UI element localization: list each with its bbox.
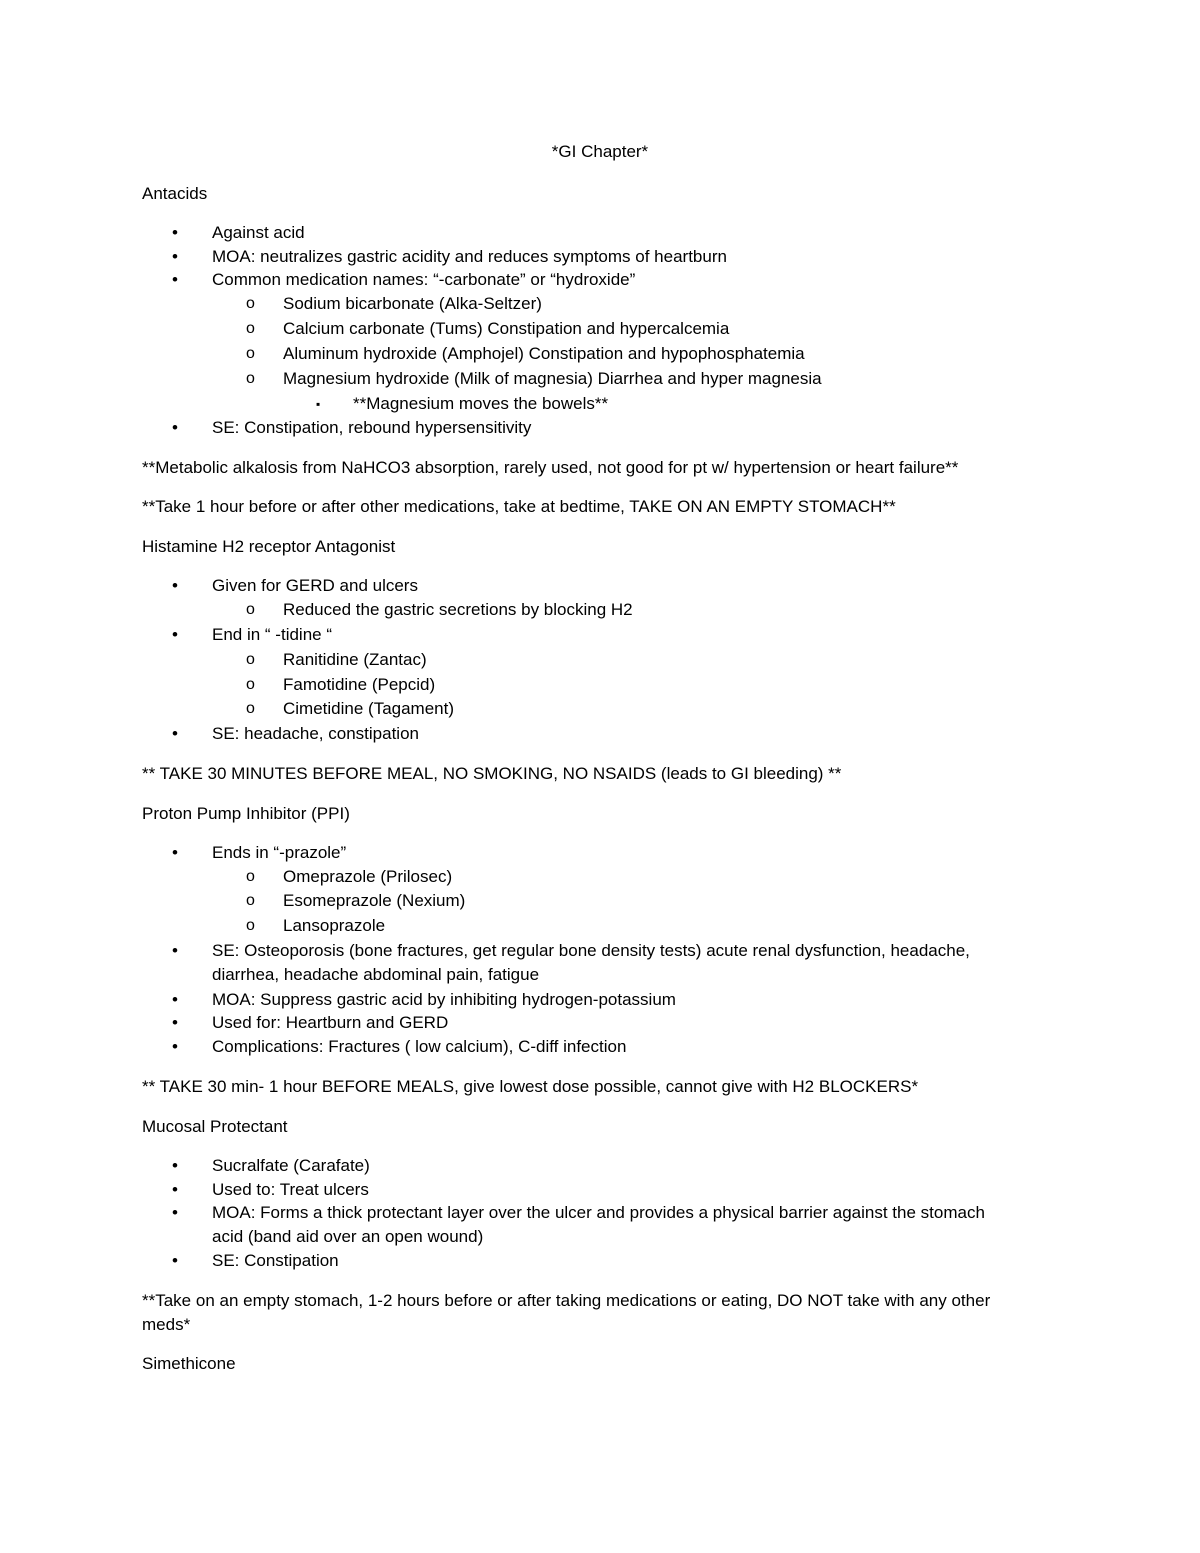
note-line: **Take 1 hour before or after other medications, take at bedtime, TAKE ON AN EMPTY STOMACH** (142, 497, 896, 516)
list-item: MOA: neutralizes gastric acidity and reduces symptoms of heartburn (212, 247, 727, 266)
bullet-circle: o (246, 320, 255, 337)
note-line: ** TAKE 30 min- 1 hour BEFORE MEALS, give lowest dose possible, cannot give with H2 BLOCKERS* (142, 1077, 919, 1096)
bullet-circle: o (246, 917, 255, 934)
list-item: Complications: Fractures ( low calcium), C-diff infection (212, 1037, 627, 1056)
bullet-circle: o (246, 676, 255, 693)
bullet-dot: • (172, 1013, 178, 1032)
section-heading-mucosal-protectant: Mucosal Protectant (142, 1117, 288, 1136)
section-heading-antacids: Antacids (142, 184, 208, 203)
list-item: Used for: Heartburn and GERD (212, 1013, 449, 1032)
list-item: Used to: Treat ulcers (212, 1180, 369, 1199)
list-item: Famotidine (Pepcid) (283, 675, 436, 694)
section-heading-ppi: Proton Pump Inhibitor (PPI) (142, 804, 350, 823)
list-item: MOA: Forms a thick protectant layer over the ulcer and provides a physical barrier against the stomach (212, 1203, 985, 1222)
bullet-dot: • (172, 625, 178, 644)
list-item: Given for GERD and ulcers (212, 576, 418, 595)
list-item: Common medication names: “-carbonate” or “hydroxide” (212, 270, 636, 289)
list-item: Aluminum hydroxide (Amphojel) Constipation and hypophosphatemia (283, 344, 805, 363)
list-item: SE: headache, constipation (212, 724, 419, 743)
list-item: **Magnesium moves the bowels** (353, 394, 609, 413)
bullet-dot: • (172, 223, 178, 242)
list-item-continuation: diarrhea, headache abdominal pain, fatigue (212, 965, 540, 984)
list-item: Reduced the gastric secretions by blocking H2 (283, 600, 633, 619)
list-item: Sucralfate (Carafate) (212, 1156, 370, 1175)
note-line: ** TAKE 30 MINUTES BEFORE MEAL, NO SMOKING, NO NSAIDS (leads to GI bleeding) ** (142, 764, 842, 783)
bullet-dot: • (172, 1203, 178, 1222)
bullet-circle: o (246, 295, 255, 312)
list-item: Sodium bicarbonate (Alka-Seltzer) (283, 294, 542, 313)
list-item: Lansoprazole (283, 916, 386, 935)
bullet-dot: • (172, 270, 178, 289)
section-heading-h2-antagonist: Histamine H2 receptor Antagonist (142, 537, 396, 556)
note-line: **Take on an empty stomach, 1-2 hours before or after taking medications or eating, DO NOT take with any other (142, 1291, 991, 1310)
list-item: SE: Constipation (212, 1251, 339, 1270)
bullet-dot: • (172, 418, 178, 437)
bullet-circle: o (246, 700, 255, 717)
list-item: Magnesium hydroxide (Milk of magnesia) Diarrhea and hyper magnesia (283, 369, 822, 388)
bullet-dot: • (172, 941, 178, 960)
list-item: Cimetidine (Tagament) (283, 699, 455, 718)
list-item: Calcium carbonate (Tums) Constipation and hypercalcemia (283, 319, 730, 338)
bullet-dot: • (172, 1037, 178, 1056)
bullet-dot: • (172, 990, 178, 1009)
bullet-circle: o (246, 651, 255, 668)
bullet-square: ▪ (316, 397, 321, 411)
note-line-continuation: meds* (142, 1315, 191, 1334)
note-line: **Metabolic alkalosis from NaHCO3 absorption, rarely used, not good for pt w/ hypertension or heart failure** (142, 458, 959, 477)
list-item: SE: Osteoporosis (bone fractures, get regular bone density tests) acute renal dysfunction, headache, (212, 941, 970, 960)
bullet-circle: o (246, 345, 255, 362)
bullet-circle: o (246, 370, 255, 387)
bullet-dot: • (172, 724, 178, 743)
list-item: Against acid (212, 223, 305, 242)
bullet-circle: o (246, 601, 255, 618)
list-item: Ends in “-prazole” (212, 843, 347, 862)
list-item: MOA: Suppress gastric acid by inhibiting hydrogen-potassium (212, 990, 676, 1009)
bullet-circle: o (246, 892, 255, 909)
list-item-continuation: acid (band aid over an open wound) (212, 1227, 484, 1246)
bullet-dot: • (172, 576, 178, 595)
list-item: Omeprazole (Prilosec) (283, 867, 453, 886)
list-item: Esomeprazole (Nexium) (283, 891, 466, 910)
section-heading-simethicone: Simethicone (142, 1354, 236, 1373)
document-title: *GI Chapter* (551, 142, 649, 161)
bullet-dot: • (172, 1156, 178, 1175)
list-item: End in “ -tidine “ (212, 625, 332, 644)
bullet-dot: • (172, 1251, 178, 1270)
bullet-dot: • (172, 1180, 178, 1199)
list-item: Ranitidine (Zantac) (283, 650, 427, 669)
list-item: SE: Constipation, rebound hypersensitivity (212, 418, 532, 437)
bullet-dot: • (172, 247, 178, 266)
bullet-circle: o (246, 868, 255, 885)
bullet-dot: • (172, 843, 178, 862)
